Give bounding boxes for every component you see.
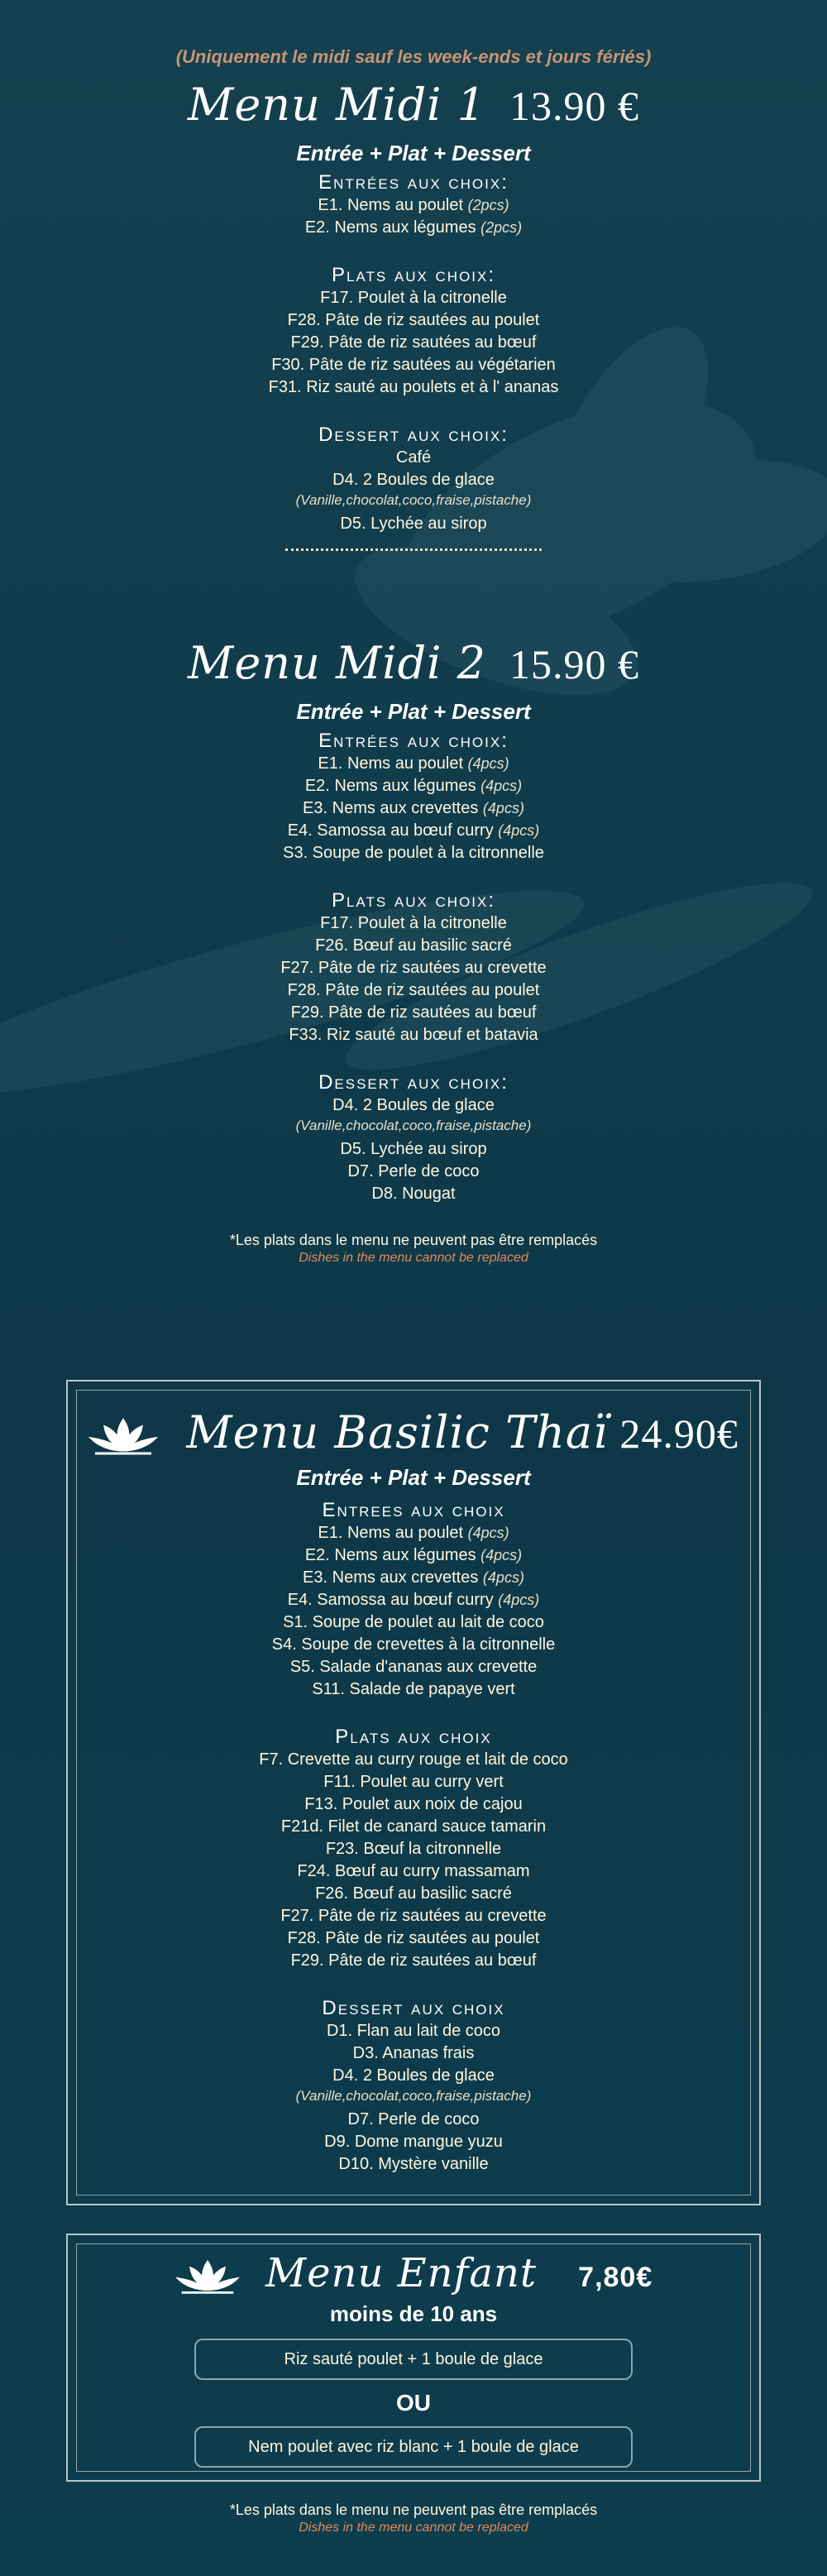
- dotted-divider: [285, 548, 542, 551]
- list-item: D7. Perle de coco: [347, 1162, 480, 1180]
- menu-title: [0, 2250, 827, 2296]
- list-item: F26. Bœuf au basilic sacré: [315, 936, 512, 955]
- menu-price: 13.90 €: [509, 83, 639, 129]
- list-item: E4. Samossa au bœuf curry (4pcs): [287, 821, 540, 840]
- list-item: Café: [395, 448, 432, 467]
- list-item: S3. Soupe de poulet à la citronnelle: [283, 844, 544, 862]
- lotus-icon: [174, 2258, 241, 2296]
- list-item: F17. Poulet à la citronelle: [320, 914, 507, 932]
- list-item: F26. Bœuf au basilic sacré: [315, 1884, 512, 1903]
- list-item: D4. 2 Boules de glace: [332, 471, 495, 489]
- list-item: E1. Nems au poulet (4pcs): [318, 1524, 509, 1542]
- menu-price: 7,80€: [578, 2262, 653, 2293]
- list-item: S11. Salade de papaye vert: [312, 1680, 515, 1698]
- ice-cream-flavors: (Vanille,chocolat,coco,fraise,pistache): [295, 2088, 532, 2104]
- list-item: F27. Pâte de riz sautées au crevette: [280, 1907, 547, 1925]
- list-item: F28. Pâte de riz sautées au poulet: [287, 1929, 540, 1947]
- list-item: F23. Bœuf la citronnelle: [325, 1840, 502, 1858]
- or-separator: OU: [396, 2390, 431, 2416]
- menu-midi-2: [0, 637, 827, 1266]
- list-item: E1. Nems au poulet (4pcs): [318, 754, 509, 773]
- list-item: D1. Flan au lait de coco: [326, 2022, 501, 2040]
- list-item: E3. Nems aux crevettes (4pcs): [303, 799, 524, 817]
- list-item: F27. Pâte de riz sautées au crevette: [280, 959, 547, 977]
- lotus-icon: [88, 1415, 158, 1457]
- menu-name: Menu Midi 2: [188, 637, 486, 689]
- plats-heading: Plats aux choix:: [331, 889, 496, 912]
- age-limit: moins de 10 ans: [329, 2301, 498, 2326]
- list-item: E2. Nems aux légumes (2pcs): [304, 218, 523, 237]
- list-item: F29. Pâte de riz sautées au bœuf: [290, 1951, 537, 1970]
- disclaimer: *Les plats dans le menu ne peuvent pas être remplacés Dishes in the menu cannot be replaced: [229, 1232, 598, 1265]
- list-item: S5. Salade d'ananas aux crevette: [289, 1658, 538, 1676]
- plats-heading: Plats aux choix: [335, 1726, 492, 1748]
- menu-formula: Entrée + Plat + Dessert: [296, 141, 531, 165]
- menu-formula: Entrée + Plat + Dessert: [296, 1465, 531, 1490]
- list-item: D4. 2 Boules de glace: [332, 2066, 495, 2085]
- menu-title: [0, 1406, 827, 1458]
- entrees-heading: Entrées aux choix:: [318, 171, 509, 194]
- list-item: D9. Dome mangue yuzu: [324, 2133, 503, 2151]
- dessert-heading: Dessert aux choix: [322, 1997, 505, 2019]
- ice-cream-flavors: (Vanille,chocolat,coco,fraise,pistache): [295, 1118, 532, 1133]
- list-item: E4. Samossa au bœuf curry (4pcs): [287, 1591, 540, 1609]
- list-item: F28. Pâte de riz sautées au poulet: [287, 311, 540, 329]
- lunch-only-note: (Uniquement le midi sauf les week-ends et jours fériés): [175, 46, 652, 67]
- ice-cream-flavors: (Vanille,chocolat,coco,fraise,pistache): [295, 492, 532, 508]
- list-item: D4. 2 Boules de glace: [332, 1096, 495, 1114]
- list-item: E2. Nems aux légumes (4pcs): [304, 777, 523, 795]
- menu-basilic-thai: [0, 1406, 827, 2176]
- kids-option-2: Nem poulet avec riz blanc + 1 boule de glace: [194, 2426, 633, 2468]
- list-item: F24. Bœuf au curry massamam: [297, 1862, 530, 1880]
- entrees-heading: Entrees aux choix: [322, 1499, 505, 1521]
- list-item: D8. Nougat: [371, 1185, 456, 1203]
- menu-midi-1: [0, 79, 827, 551]
- menu-formula: Entrée + Plat + Dessert: [296, 699, 531, 724]
- menu-title: [0, 79, 827, 131]
- list-item: F28. Pâte de riz sautées au poulet: [287, 981, 540, 999]
- menu-price: 15.90 €: [509, 641, 639, 687]
- menu-price: 24.90€: [619, 1410, 739, 1457]
- dessert-heading: Dessert aux choix:: [318, 1071, 509, 1094]
- list-item: D5. Lychée au sirop: [340, 1140, 487, 1158]
- list-item: F17. Poulet à la citronelle: [320, 289, 507, 307]
- menu-name: Menu Midi 1: [188, 79, 486, 131]
- list-item: F30. Pâte de riz sautées au végétarien: [271, 356, 556, 374]
- list-item: F29. Pâte de riz sautées au bœuf: [290, 333, 537, 352]
- list-item: S1. Soupe de poulet au lait de coco: [283, 1613, 544, 1631]
- list-item: F7. Crevette au curry rouge et lait de coco: [259, 1750, 568, 1769]
- list-item: D10. Mystère vanille: [338, 2155, 489, 2173]
- dessert-heading: Dessert aux choix:: [318, 424, 509, 446]
- disclaimer-bottom: *Les plats dans le menu ne peuvent pas être remplacés Dishes in the menu cannot be replaced: [229, 2502, 598, 2535]
- kids-option-1: Riz sauté poulet + 1 boule de glace: [194, 2339, 633, 2380]
- list-item: D5. Lychée au sirop: [340, 515, 487, 533]
- list-item: E2. Nems aux légumes (4pcs): [304, 1546, 523, 1564]
- list-item: S4. Soupe de crevettes à la citronnelle: [271, 1635, 556, 1654]
- list-item: D3. Ananas frais: [352, 2044, 475, 2062]
- list-item: F11. Poulet au curry vert: [323, 1773, 504, 1791]
- list-item: F21d. Filet de canard sauce tamarin: [280, 1817, 547, 1836]
- menu-title: [0, 637, 827, 689]
- list-item: F33. Riz sauté au bœuf et batavia: [289, 1026, 538, 1044]
- plats-heading: Plats aux choix:: [331, 264, 496, 286]
- list-item: E1. Nems au poulet (2pcs): [318, 196, 509, 214]
- list-item: F29. Pâte de riz sautées au bœuf: [290, 1003, 537, 1022]
- menu-name: Menu Enfant: [265, 2250, 538, 2296]
- menu-enfant: [0, 2250, 827, 2468]
- entrees-heading: Entrées aux choix:: [318, 730, 509, 752]
- list-item: D7. Perle de coco: [347, 2110, 480, 2128]
- list-item: F31. Riz sauté au poulets et à l' ananas: [268, 378, 559, 396]
- list-item: E3. Nems aux crevettes (4pcs): [303, 1568, 524, 1587]
- list-item: F13. Poulet aux noix de cajou: [304, 1795, 523, 1813]
- menu-name: Menu Basilic Thaï: [186, 1406, 609, 1458]
